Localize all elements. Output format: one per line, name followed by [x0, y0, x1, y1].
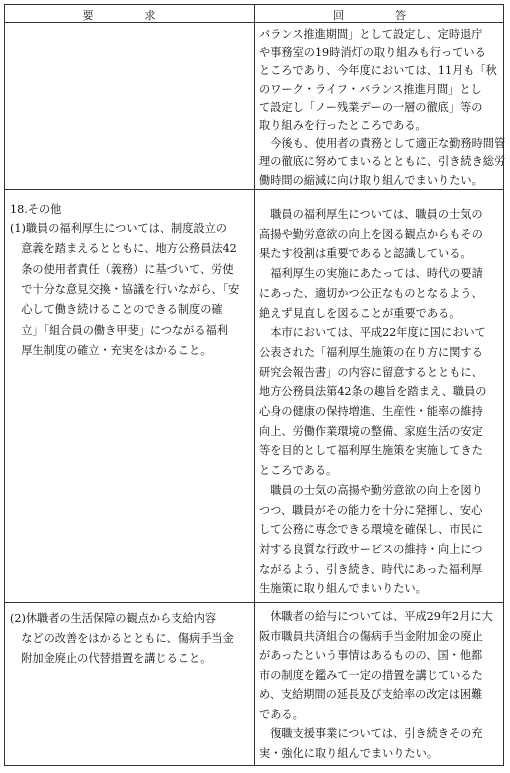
text-line: 公表された「福利厚生施策の在り方に関する: [259, 345, 483, 359]
text-line: 条の使用者責任（義務）に基づいて、労使: [10, 262, 234, 276]
text-line: (2)休職者の生活保障の観点から支給内容: [10, 612, 217, 625]
text-line: 心身の健康の保持増進、生産性・能率の維持: [259, 405, 483, 418]
column-divider: [254, 4, 255, 766]
text-line: 職員の士気の高揚や勤労意欲の向上を図り: [259, 483, 483, 497]
text-line: (1)職員の福利厚生については、制度設立の: [10, 222, 227, 235]
text-line: 生施策に取り組んでまいりたい。: [259, 582, 427, 596]
text-line: ところである。: [259, 464, 338, 478]
text-line: 福利厚生の実施にあたっては、時代の要請: [259, 267, 483, 281]
text-line: である。: [259, 707, 304, 721]
text-line: や事務室の19時消灯の取り組みも行っている: [259, 46, 486, 60]
text-line: 高揚や勤労意欲の向上を図る観点からもその: [259, 227, 483, 241]
text-line: 今後も、使用者の責務として適正な勤務時間管: [259, 137, 506, 151]
text-line: して公務に専念できる環境を確保し、市民に: [259, 523, 483, 537]
text-line: 意義を踏まえるとともに、地方公務員法42: [10, 242, 237, 256]
text-line: などの改善をはかるとともに、傷病手当金: [10, 632, 234, 645]
text-line: 実・強化に取り組んでまいりたい。: [259, 746, 439, 760]
text-line: 休職者の給与については、平成29年2月に大: [259, 610, 493, 623]
text-line: 対する良質な行政サービスの維持・向上につ: [259, 542, 483, 556]
text-line: があったという事情はあるものの、国・他都: [259, 649, 483, 662]
header-request: 要 求: [82, 9, 176, 22]
text-line: 市の制度を鑑みて一定の措置を講じているた: [259, 668, 483, 682]
text-line: 向上、労働作業環境の整備、家庭生活の安定: [259, 424, 483, 438]
text-line: 職員の福利厚生については、職員の士気の: [259, 208, 483, 221]
text-line: 復職支援事業については、引き続きその充: [259, 727, 483, 740]
text-line: バランス推進期間」として設定し、定時退庁: [259, 28, 483, 41]
text-line: 本市においては、平成22年度に国において: [259, 326, 486, 340]
text-line: て設定し「ノー残業デーの一層の徹底」等の: [259, 100, 483, 114]
text-line: にあった、適切かつ公正なものとなるよう、: [259, 286, 483, 300]
text-line: 果たす役割は重要であると認識している。: [259, 247, 472, 261]
text-line: 働時間の縮減に向け取り組んでまいりたい。: [259, 173, 483, 187]
text-line: 阪市職員共済組合の傷病手当金附加金の廃止: [259, 629, 483, 643]
text-line: で十分な意見交換・協議を行いながら、「安: [10, 282, 240, 296]
text-line: 附加金廃止の代替措置を講じること。: [10, 652, 212, 665]
text-line: ながるよう、引き続き、時代にあった福利厚: [259, 562, 483, 576]
text-line: め、支給期間の延長及び支給率の改定は困難: [259, 688, 483, 701]
text-line: 立」「組合員の働き甲斐」につながる福利: [10, 323, 228, 337]
text-line: つつ、職員がその能力を十分に発揮し、安心: [259, 503, 483, 517]
section-title: 18.その他: [10, 203, 62, 216]
text-line: 地方公務員法第42条の趣旨を踏まえ、職員の: [259, 385, 487, 399]
text-line: 心して働き続けることのできる制度の確: [10, 303, 223, 317]
text-line: ところであり、今年度においては、11月も「秋: [259, 64, 497, 78]
text-line: のワーク・ライフ・バランス推進月間」とし: [259, 82, 482, 96]
text-line: 取り組みを行ったところである。: [259, 119, 427, 132]
row-rule-2: [4, 602, 504, 603]
text-line: 研究会報告書」の内容に留意するとともに、: [259, 365, 483, 379]
text-line: 等を目的として福利厚生施策を実施してきた: [259, 444, 483, 458]
text-line: 理の徹底に努めてまいるとともに、引き続き総労: [259, 155, 506, 169]
row-rule-1: [4, 189, 504, 190]
header-answer: 回 答: [333, 9, 426, 22]
text-line: 絶えず見直しを図ることが重要である。: [259, 306, 461, 320]
text-line: 厚生制度の確立・充実をはかること。: [10, 343, 212, 357]
